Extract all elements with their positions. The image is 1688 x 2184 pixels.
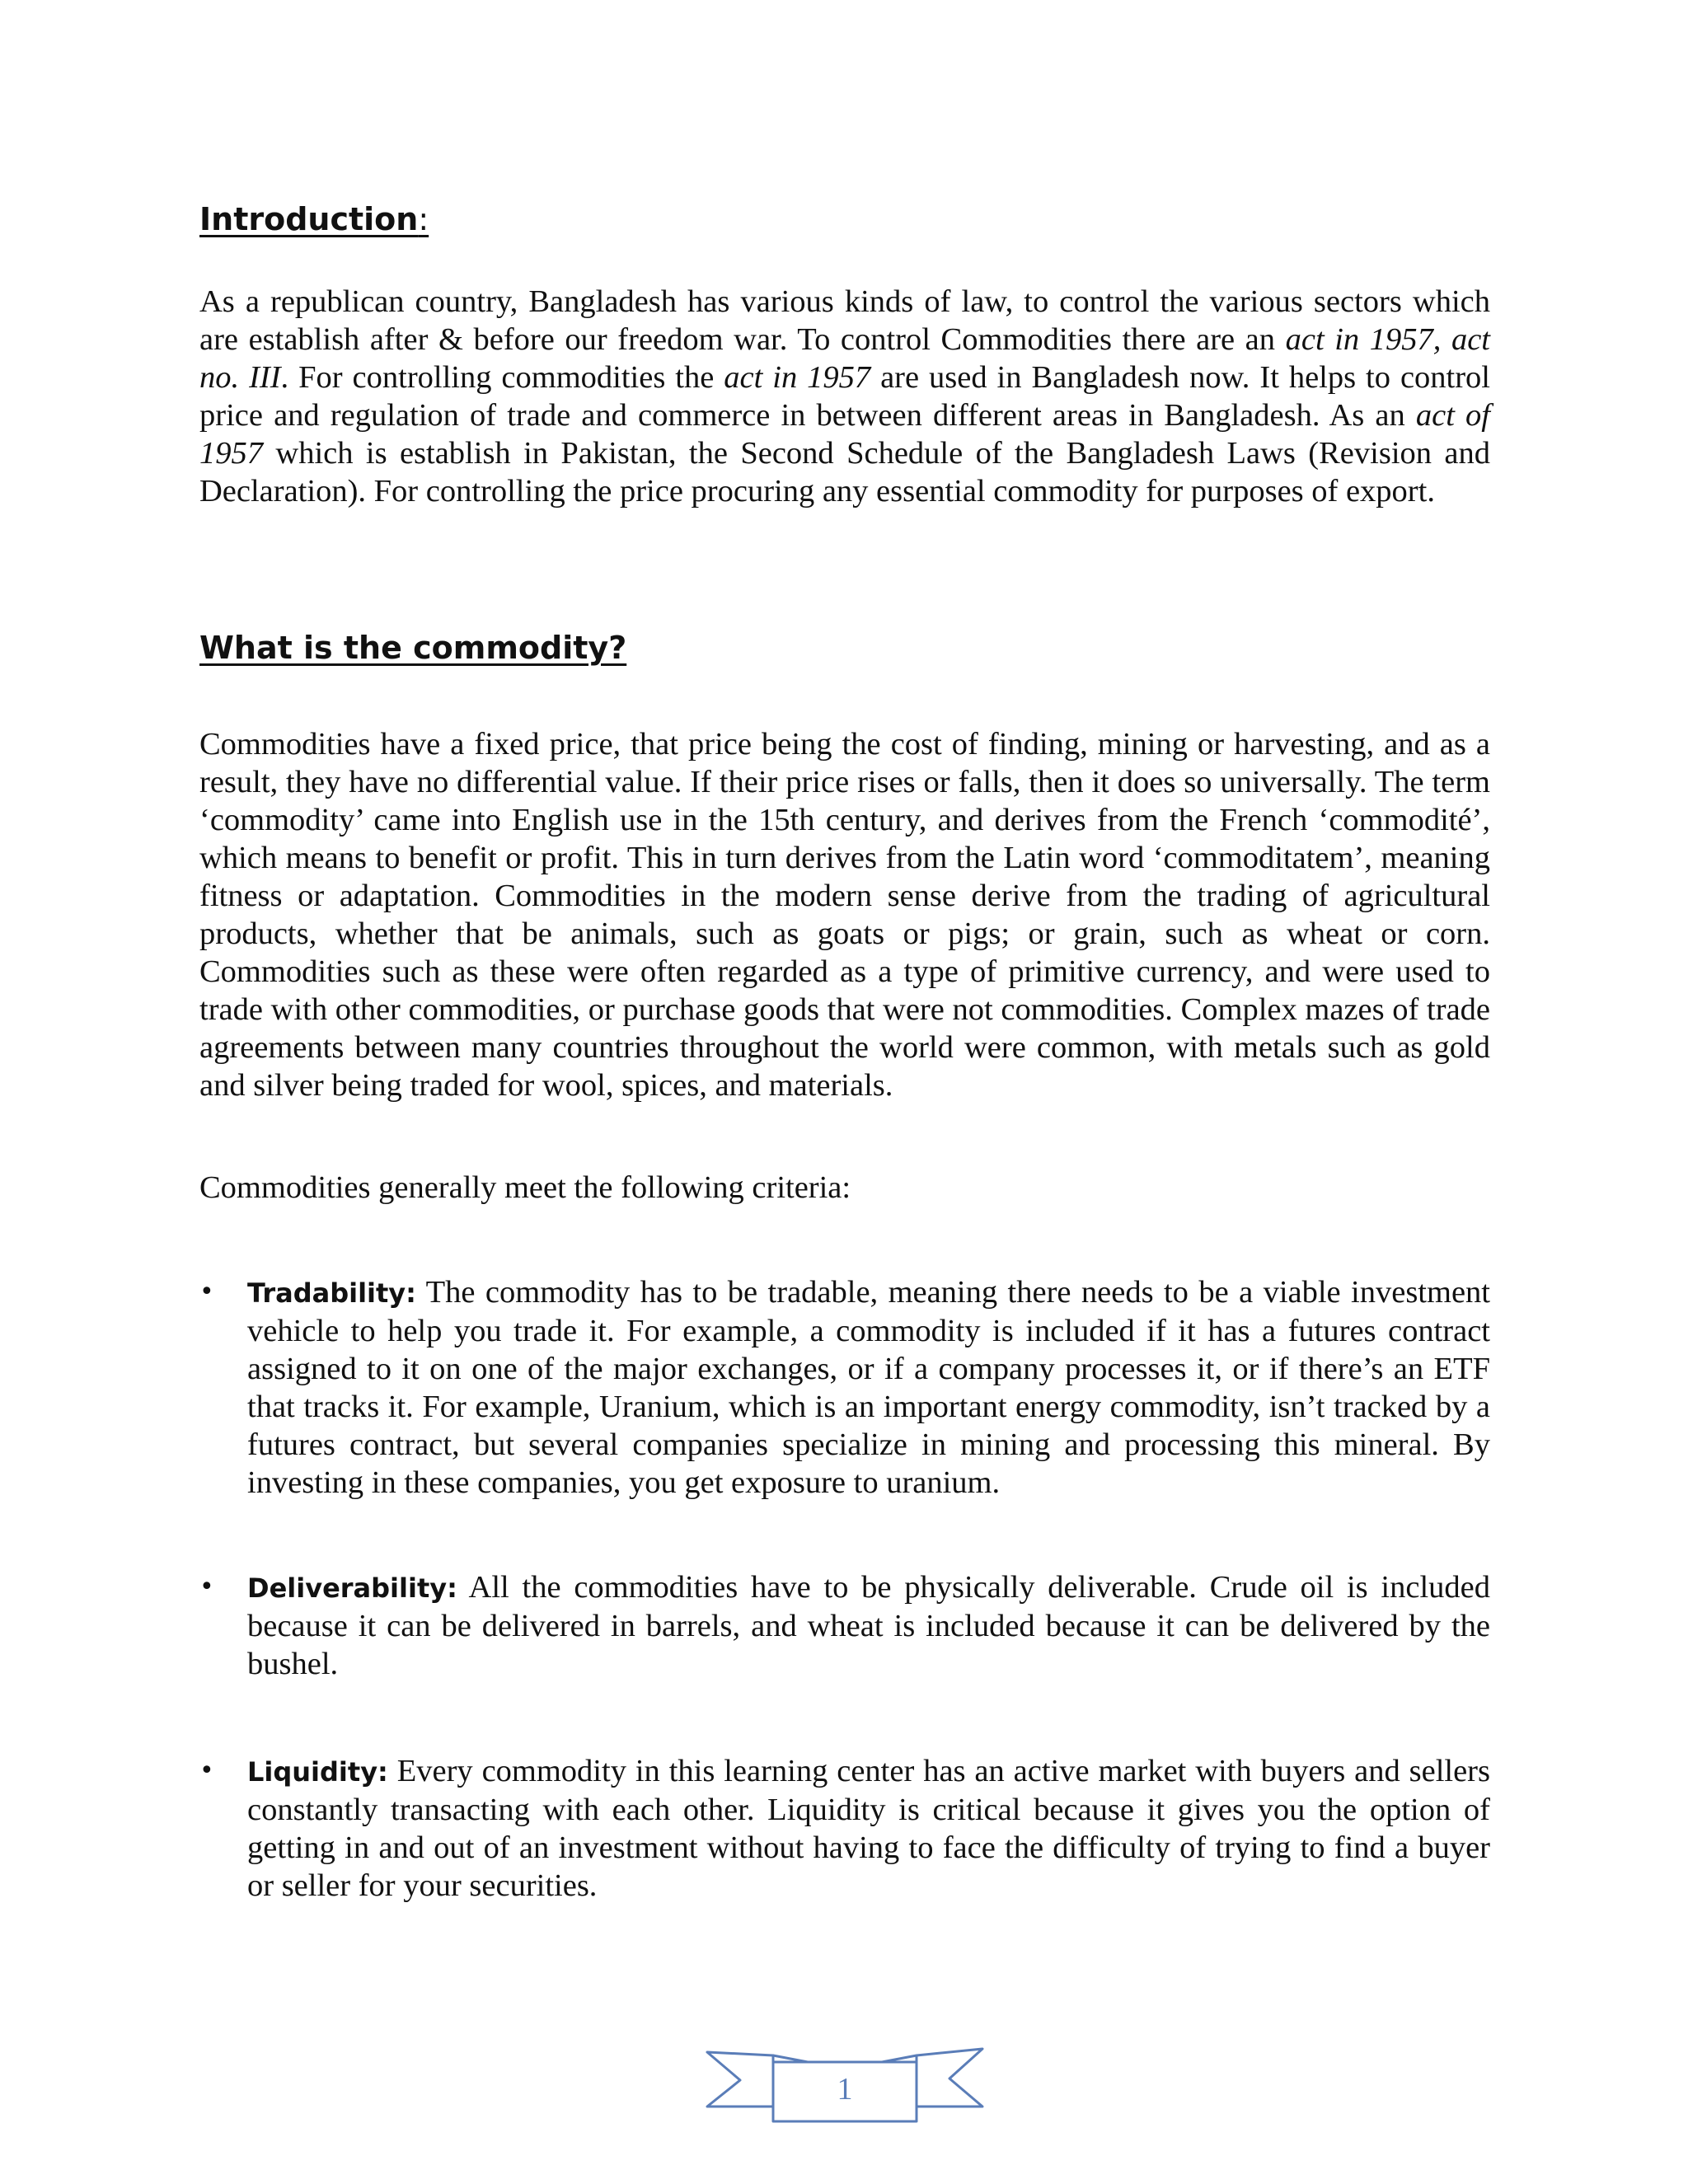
- intro-act-of-1957: act of 1957: [199, 398, 1490, 471]
- criteria-term: Liquidity:: [247, 1756, 388, 1788]
- intro-act-1957: act in 1957: [724, 360, 871, 395]
- criteria-body: [247, 1568, 1490, 1683]
- commodity-heading: What is the commodity?: [199, 630, 627, 666]
- intro-text-3: are used in Bangladesh now. It helps to control price and regulation of trade and commerce in between different areas in Bangladesh. As an: [199, 360, 1491, 433]
- criteria-body: [247, 1273, 1490, 1502]
- introduction-heading: [199, 199, 429, 239]
- commodity-paragraph: Commodities have a fixed price, that price being the cost of finding, mining or harvesting, and as a result, they have no differential value. If their price rises or falls, then it does so universally. The term ‘commodity’ came into English use in the 15th century, and derives from the French ‘commodité’, which means to benefit or profit. This in turn derives from the Latin word ‘commoditatem’, meaning fitness or adaptation. Commodities in the modern sense derive from the trading of agricultural products, whether that be animals, such as goats or pigs; or grain, such as wheat or corn. Commodities such as these were often regarded as a type of primitive currency, and were used to trade with other commodities, or purchase goods that were not commodities. Complex mazes of trade agreements between many countries throughout the world were common, with metals such as gold and silver being traded for wool, spices, and materials.: [199, 727, 1490, 1103]
- criteria-text: Every commodity in this learning center has an active market with buyers and sellers constantly transacting with each other. Liquidity is critical because it gives you the option of getting in and out of an investment without having to face the difficulty of trying to find a buyer or seller for your securities.: [247, 1754, 1490, 1903]
- intro-text-4: which is establish in Pakistan, the Second Schedule of the Bangladesh Laws (Revision and Declaration). For controlling the price procuring any essential commodity for purposes of export.: [199, 436, 1490, 509]
- intro-text-2: . For controlling commodities the: [280, 360, 724, 395]
- criteria-text: All the commodities have to be physically deliverable. Crude oil is included because it can be delivered in barrels, and wheat is included because it can be delivered by the bushel.: [247, 1570, 1490, 1681]
- criteria-text: The commodity has to be tradable, meaning there needs to be a viable investment vehicle to help you trade it. For example, a commodity is included if it has a futures contract assigned to it on one of the major exchanges, or if a company processes it, or if there’s an ETF that tracks it. For example, Uranium, which is an important energy commodity, isn’t tracked by a futures contract, but several companies specialize in mining and processing this mineral. By investing in these companies, you get exposure to uranium.: [247, 1275, 1490, 1500]
- criteria-body: [247, 1752, 1490, 1905]
- bullet-icon: •: [199, 1572, 214, 1601]
- page-number: 1: [837, 2072, 853, 2107]
- bullet-icon: •: [199, 1277, 214, 1306]
- criteria-item-deliverability: [199, 1568, 1490, 1683]
- introduction-heading-text: Introduction: [199, 201, 419, 237]
- introduction-heading-colon: :: [418, 201, 429, 237]
- page-number-badge: [701, 2037, 989, 2128]
- criteria-term: Deliverability:: [247, 1572, 457, 1604]
- introduction-paragraph: [199, 283, 1490, 510]
- criteria-item-tradability: [199, 1273, 1490, 1502]
- criteria-term: Tradability:: [247, 1277, 416, 1309]
- criteria-item-liquidity: [199, 1752, 1490, 1905]
- intro-text-1: As a republican country, Bangladesh has various kinds of law, to control the various sectors which are establish after & before our freedom war. To control Commodities there are an: [199, 284, 1490, 357]
- bullet-icon: •: [199, 1756, 214, 1785]
- criteria-intro: Commodities generally meet the following criteria:: [199, 1170, 851, 1205]
- intro-act-citation: act in 1957, act no. III: [199, 322, 1490, 395]
